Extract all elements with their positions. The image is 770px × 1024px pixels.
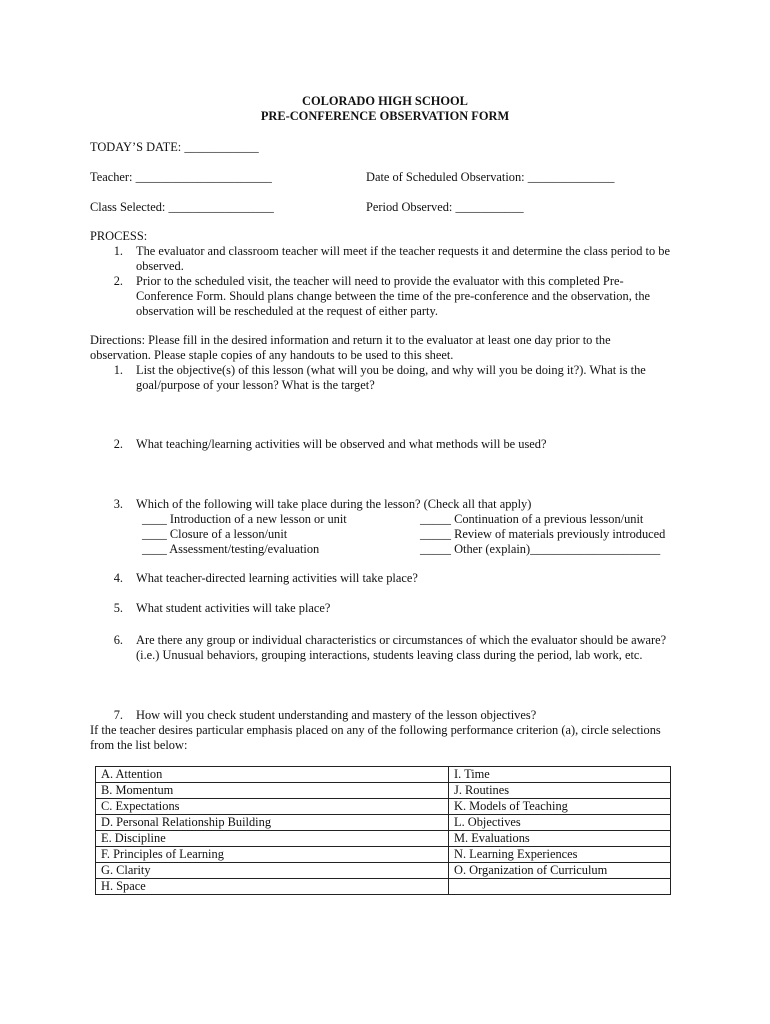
checklist-item-other[interactable]: _____ Other (explain)_____________________: [420, 542, 661, 556]
process-item-1-line-1: The evaluator and classroom teacher will meet if the teacher requests it and determine the class period to be: [136, 244, 670, 258]
criterion-time[interactable]: I. Time: [449, 767, 671, 783]
period-observed-field[interactable]: Period Observed: ___________: [366, 200, 524, 214]
checklist-item-continuation[interactable]: _____ Continuation of a previous lesson/unit: [420, 512, 644, 526]
table-row: [96, 863, 671, 879]
school-name: COLORADO HIGH SCHOOL: [302, 94, 468, 108]
criterion-clarity[interactable]: G. Clarity: [96, 863, 449, 879]
scheduled-observation-field[interactable]: Date of Scheduled Observation: ______________: [366, 170, 615, 184]
form-title: PRE-CONFERENCE OBSERVATION FORM: [260, 109, 510, 123]
process-item-2-line-1: Prior to the scheduled visit, the teacher will need to provide the evaluator with this completed Pre-: [136, 274, 624, 288]
process-item-1-line-2: observed.: [136, 259, 184, 273]
question-1-line-2: goal/purpose of your lesson? What is the target?: [136, 378, 375, 392]
question-number: 1.: [113, 363, 123, 377]
criterion-models-of-teaching[interactable]: K. Models of Teaching: [449, 799, 671, 815]
criterion-organization-of-curriculum[interactable]: O. Organization of Curriculum: [449, 863, 671, 879]
criterion-space[interactable]: H. Space: [96, 879, 449, 895]
criterion-expectations[interactable]: C. Expectations: [96, 799, 449, 815]
emphasis-line-2: from the list below:: [90, 738, 188, 752]
criterion-personal-relationship-building[interactable]: D. Personal Relationship Building: [96, 815, 449, 831]
table-row: [96, 815, 671, 831]
table-row: [96, 767, 671, 783]
question-4-text: What teacher-directed learning activities will take place?: [136, 571, 418, 585]
criterion-evaluations[interactable]: M. Evaluations: [449, 831, 671, 847]
criterion-empty-cell: [449, 879, 671, 895]
question-3-text: Which of the following will take place during the lesson? (Check all that apply): [136, 497, 532, 511]
question-6-line-1: Are there any group or individual characteristics or circumstances of which the evaluator should be aware?: [136, 633, 667, 647]
table-row: [96, 879, 671, 895]
performance-criteria-table: [95, 766, 671, 895]
criterion-attention[interactable]: A. Attention: [96, 767, 449, 783]
question-1-line-1: List the objective(s) of this lesson (what will you be doing, and why will you be doing it?). What is the: [136, 363, 646, 377]
criterion-objectives[interactable]: L. Objectives: [449, 815, 671, 831]
class-selected-field[interactable]: Class Selected: _________________: [90, 200, 274, 214]
process-item-number: 1.: [113, 244, 123, 258]
question-7-text: How will you check student understanding and mastery of the lesson objectives?: [136, 708, 537, 722]
question-number: 2.: [113, 437, 123, 451]
checklist-item-closure[interactable]: ____ Closure of a lesson/unit: [142, 527, 288, 541]
criterion-routines[interactable]: J. Routines: [449, 783, 671, 799]
table-row: [96, 831, 671, 847]
process-item-2-line-2: Conference Form. Should plans change between the time of the pre-conference and the observation, the: [136, 289, 651, 303]
table-row: [96, 783, 671, 799]
question-number: 3.: [113, 497, 123, 511]
question-5-text: What student activities will take place?: [136, 601, 331, 615]
teacher-field[interactable]: Teacher: ______________________: [90, 170, 272, 184]
question-number: 5.: [113, 601, 123, 615]
checklist-item-intro-new-lesson[interactable]: ____ Introduction of a new lesson or unit: [142, 512, 347, 526]
process-item-number: 2.: [113, 274, 123, 288]
directions-line-2: observation. Please staple copies of any handouts to be used to this sheet.: [90, 348, 454, 362]
criterion-momentum[interactable]: B. Momentum: [96, 783, 449, 799]
todays-date-field[interactable]: TODAY’S DATE: ____________: [90, 140, 259, 154]
emphasis-line-1: If the teacher desires particular emphasis placed on any of the following performance criterion (a), circle selections: [90, 723, 661, 737]
checklist-item-review[interactable]: _____ Review of materials previously introduced: [420, 527, 666, 541]
question-2-text: What teaching/learning activities will be observed and what methods will be used?: [136, 437, 547, 451]
criterion-learning-experiences[interactable]: N. Learning Experiences: [449, 847, 671, 863]
process-heading: PROCESS:: [90, 229, 148, 243]
checklist-item-assessment[interactable]: ____ Assessment/testing/evaluation: [142, 542, 320, 556]
table-row: [96, 799, 671, 815]
question-number: 4.: [113, 571, 123, 585]
question-number: 7.: [113, 708, 123, 722]
question-number: 6.: [113, 633, 123, 647]
criterion-discipline[interactable]: E. Discipline: [96, 831, 449, 847]
process-item-2-line-3: observation will be rescheduled at the request of either party.: [136, 304, 438, 318]
criterion-principles-of-learning[interactable]: F. Principles of Learning: [96, 847, 449, 863]
table-row: [96, 847, 671, 863]
question-6-line-2: (i.e.) Unusual behaviors, grouping interactions, students leaving class during the period, lab work, etc.: [136, 648, 643, 662]
directions-line-1: Directions: Please fill in the desired information and return it to the evaluator at least one day prior to the: [90, 333, 611, 347]
